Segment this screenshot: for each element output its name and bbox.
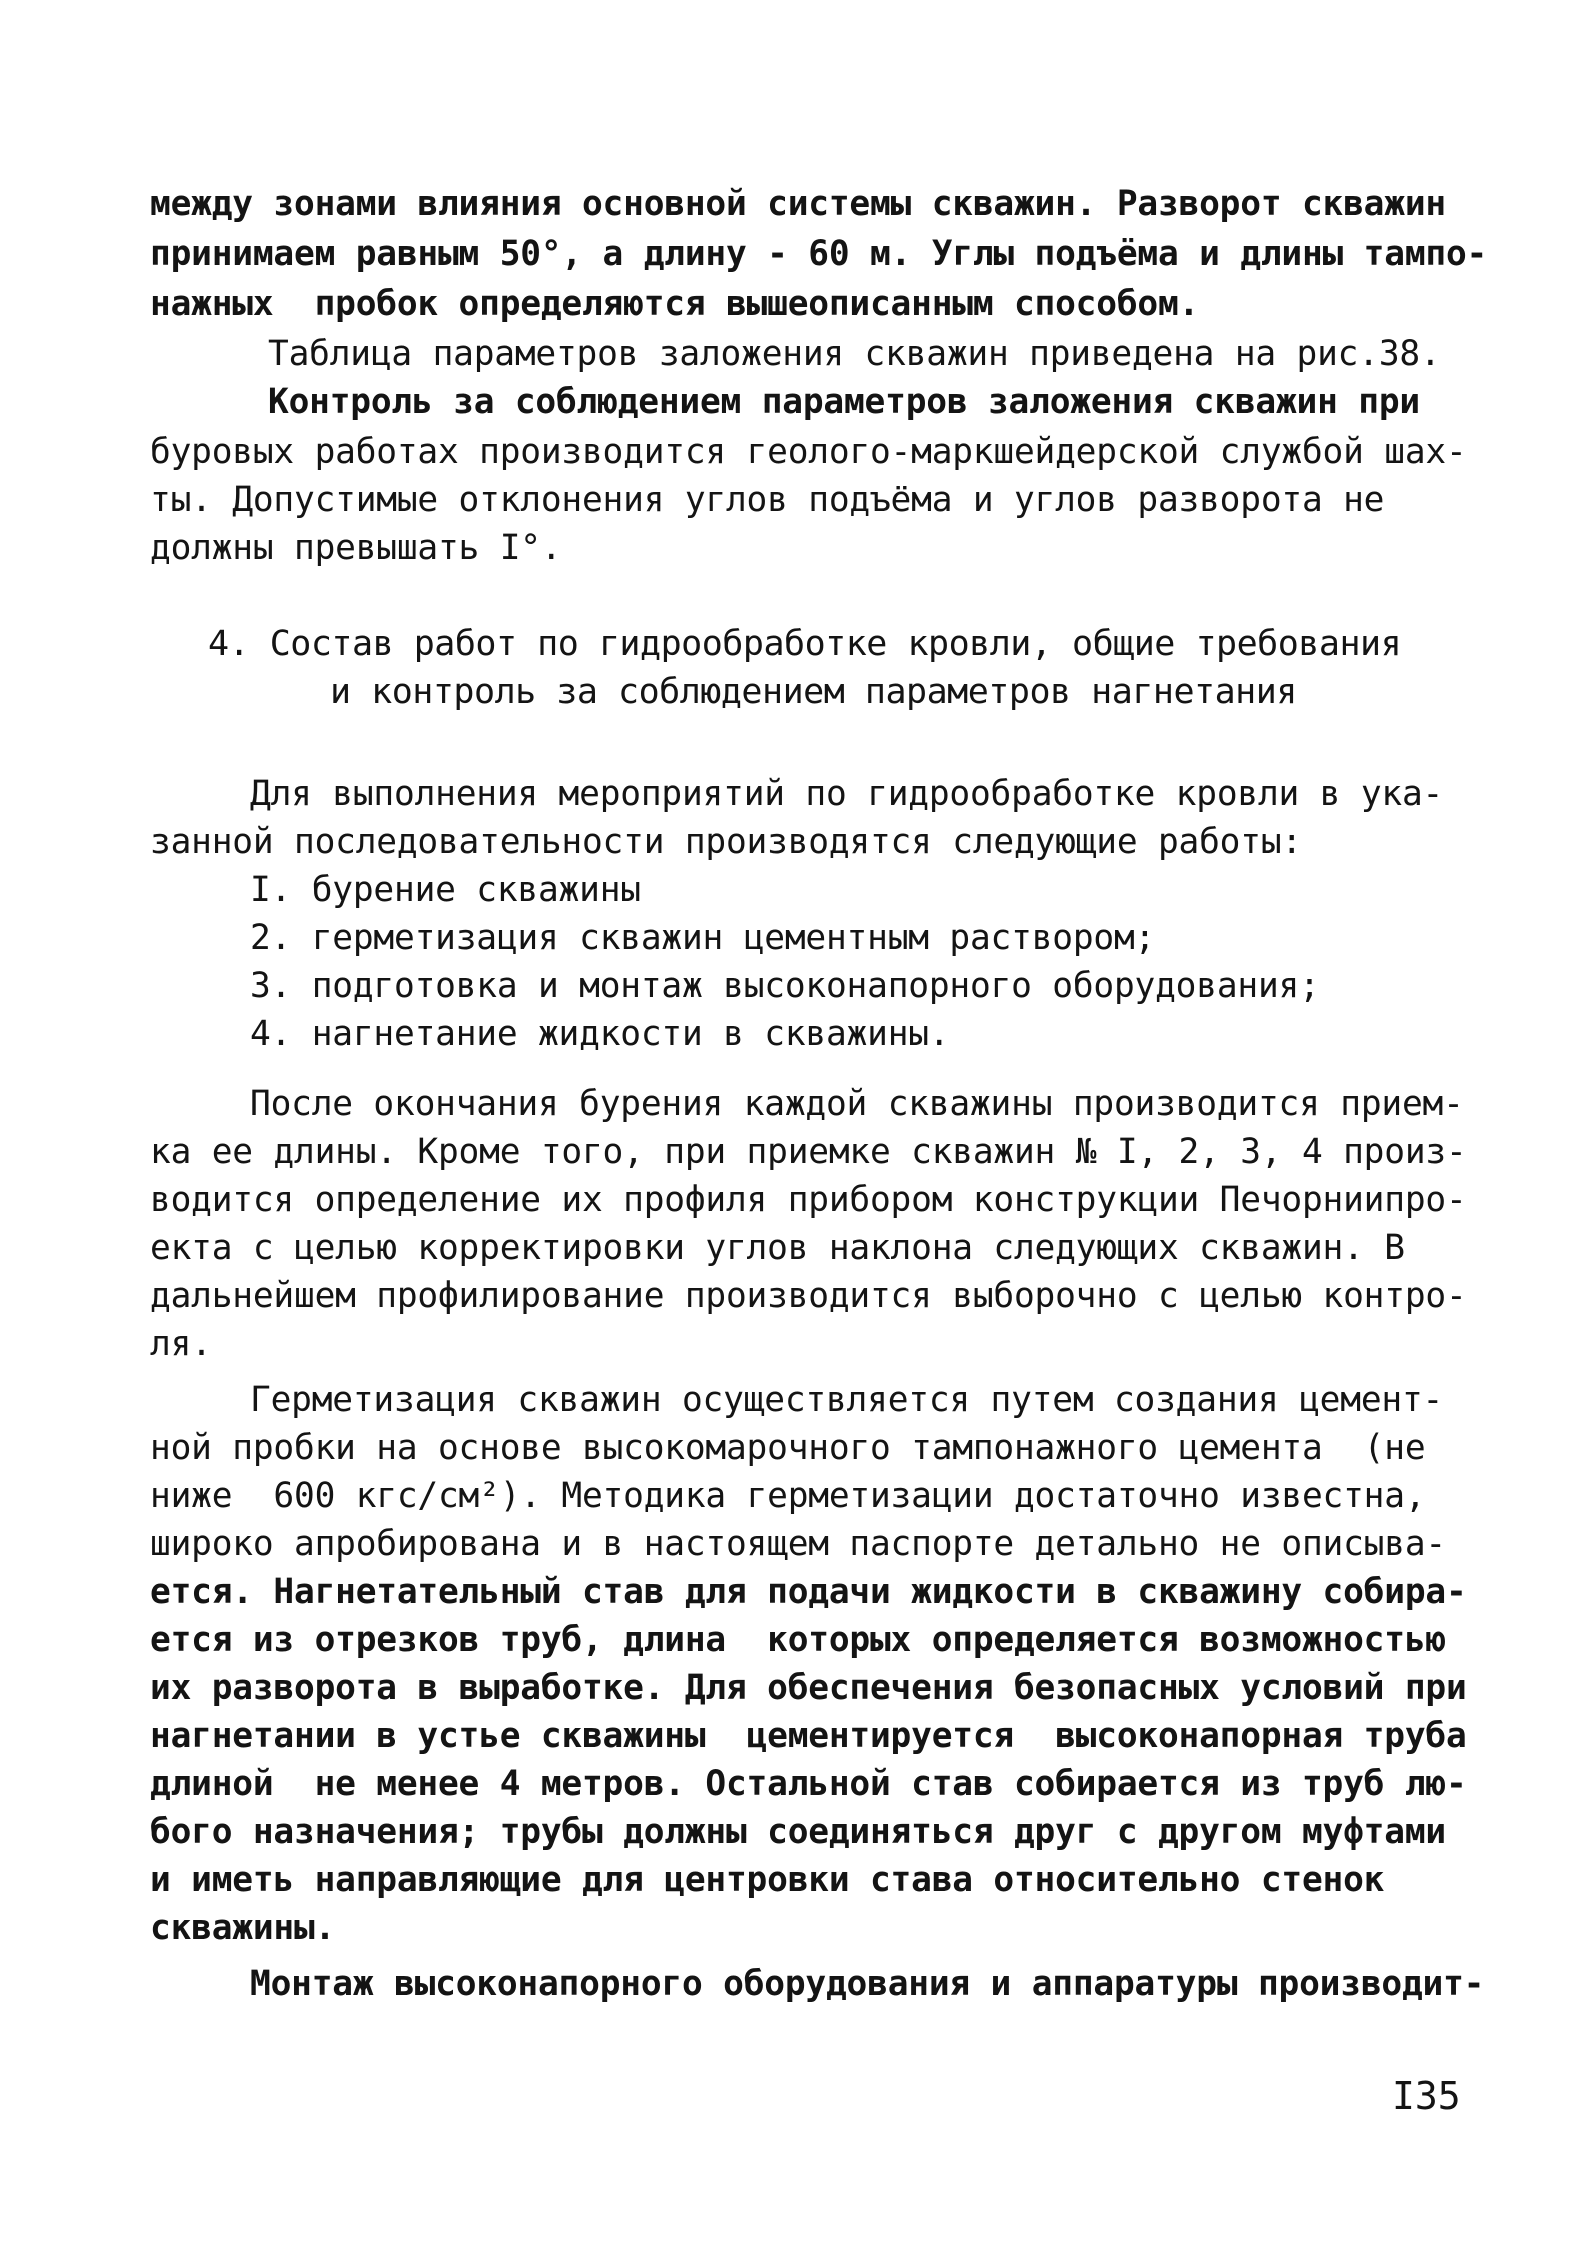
text-line: ниже 600 кгс/см²). Методика герметизации достаточно известна, — [150, 1476, 1426, 1516]
text-line: водится определение их профиля прибором конструкции Печорниипро- — [150, 1180, 1467, 1220]
text-line: и иметь направляющие для центровки става относительно стенок — [150, 1860, 1385, 1900]
text-line: занной последовательности производятся следующие работы: — [150, 822, 1302, 862]
text-line: должны превышать I°. — [150, 528, 562, 568]
text-line: широко апробирована и в настоящем паспорте детально не описыва- — [150, 1524, 1446, 1564]
text-line: Таблица параметров заложения скважин приведена на рис.38. — [268, 334, 1441, 374]
text-line: принимаем равным 50°, а длину - 60 м. Углы подъёма и длины тампо- — [150, 234, 1488, 274]
text-line: Герметизация скважин осуществляется путем создания цемент- — [250, 1380, 1444, 1420]
text-line: нажных пробок определяются вышеописанным способом. — [150, 284, 1200, 324]
text-line: ты. Допустимые отклонения углов подъёма и углов разворота не — [150, 480, 1385, 520]
text-line: их разворота в выработке. Для обеспечения безопасных условий при — [150, 1668, 1467, 1708]
text-line: нагнетании в устье скважины цементируется высоконапорная труба — [150, 1716, 1467, 1756]
list-item: 2. герметизация скважин цементным раствором; — [250, 918, 1156, 958]
text-line: длиной не менее 4 метров. Остальной став собирается из труб лю- — [150, 1764, 1467, 1804]
text-line: ной пробки на основе высокомарочного тампонажного цемента (не — [150, 1428, 1426, 1468]
text-line: екта с целью корректировки углов наклона следующих скважин. В — [150, 1228, 1405, 1268]
text-line: ка ее длины. Кроме того, при приемке скважин № I, 2, 3, 4 произ- — [150, 1132, 1467, 1172]
page-number: I35 — [1392, 2074, 1461, 2118]
text-line: ется из отрезков труб, длина которых определяется возможностью — [150, 1620, 1446, 1660]
text-line: Контроль за соблюдением параметров заложения скважин при — [268, 382, 1420, 422]
text-line: дальнейшем профилирование производится выборочно с целью контро- — [150, 1276, 1467, 1316]
text-line: После окончания бурения каждой скважины производится прием- — [250, 1084, 1464, 1124]
list-item: I. бурение скважины — [250, 870, 641, 910]
list-item: 4. нагнетание жидкости в скважины. — [250, 1014, 950, 1054]
text-line: ля. — [150, 1324, 212, 1364]
text-line: Для выполнения мероприятий по гидрообработке кровли в ука- — [250, 774, 1444, 814]
text-line: буровых работах производится геолого-маркшейдерской службой шах- — [150, 432, 1467, 472]
section-heading-line-1: 4. Состав работ по гидрообработке кровли, общие требования — [208, 624, 1402, 664]
text-line: Монтаж высоконапорного оборудования и аппаратуры производит- — [250, 1964, 1485, 2004]
text-line: бого назначения; трубы должны соединяться друг с другом муфтами — [150, 1812, 1446, 1852]
text-line: скважины. — [150, 1908, 336, 1948]
section-heading-line-2: и контроль за соблюдением параметров нагнетания — [330, 672, 1297, 712]
text-line: ется. Нагнетательный став для подачи жидкости в скважину собира- — [150, 1572, 1467, 1612]
list-item: 3. подготовка и монтаж высоконапорного оборудования; — [250, 966, 1320, 1006]
text-line: между зонами влияния основной системы скважин. Разворот скважин — [150, 184, 1446, 224]
